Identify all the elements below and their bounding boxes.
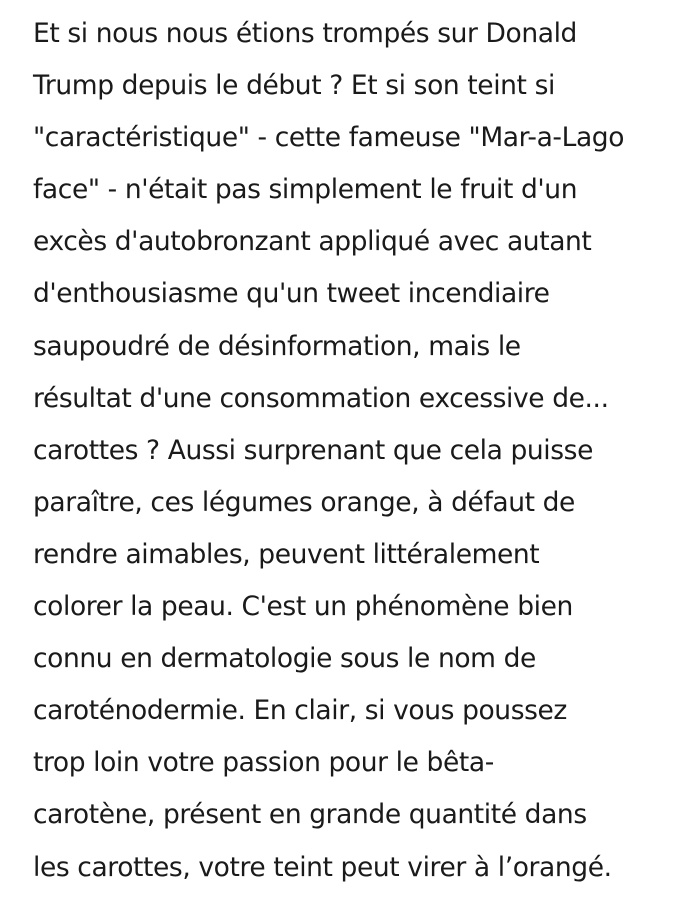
text-line: carottes ? Aussi surprenant que cela puisse bbox=[33, 434, 593, 466]
text-line: face" - n'était pas simplement le fruit d'un bbox=[33, 174, 578, 206]
text-line: excès d'autobronzant appliqué avec autant bbox=[33, 226, 592, 258]
article-paragraph bbox=[33, 8, 680, 894]
text-line: paraître, ces légumes orange, à défaut de bbox=[33, 486, 575, 518]
text-line: résultat d'une consommation excessive de... bbox=[33, 382, 609, 414]
text-line: caroténodermie. En clair, si vous poussez bbox=[33, 695, 567, 727]
text-line: colorer la peau. C'est un phénomène bien bbox=[33, 591, 573, 623]
text-line: rendre aimables, peuvent littéralement bbox=[33, 538, 540, 570]
text-line: carotène, présent en grande quantité dans bbox=[33, 799, 587, 831]
text-line: les carottes, votre teint peut virer à l’orangé. bbox=[33, 851, 612, 883]
text-line: trop loin votre passion pour le bêta- bbox=[33, 747, 494, 779]
text-line: "caractéristique" - cette fameuse "Mar-a-Lago bbox=[33, 122, 625, 154]
text-line: Trump depuis le début ? Et si son teint si bbox=[33, 70, 555, 102]
text-line: connu en dermatologie sous le nom de bbox=[33, 643, 536, 675]
text-line: Et si nous nous étions trompés sur Donald bbox=[33, 18, 577, 49]
text-line: d'enthousiasme qu'un tweet incendiaire bbox=[33, 278, 550, 310]
text-line: saupoudré de désinformation, mais le bbox=[33, 330, 521, 362]
